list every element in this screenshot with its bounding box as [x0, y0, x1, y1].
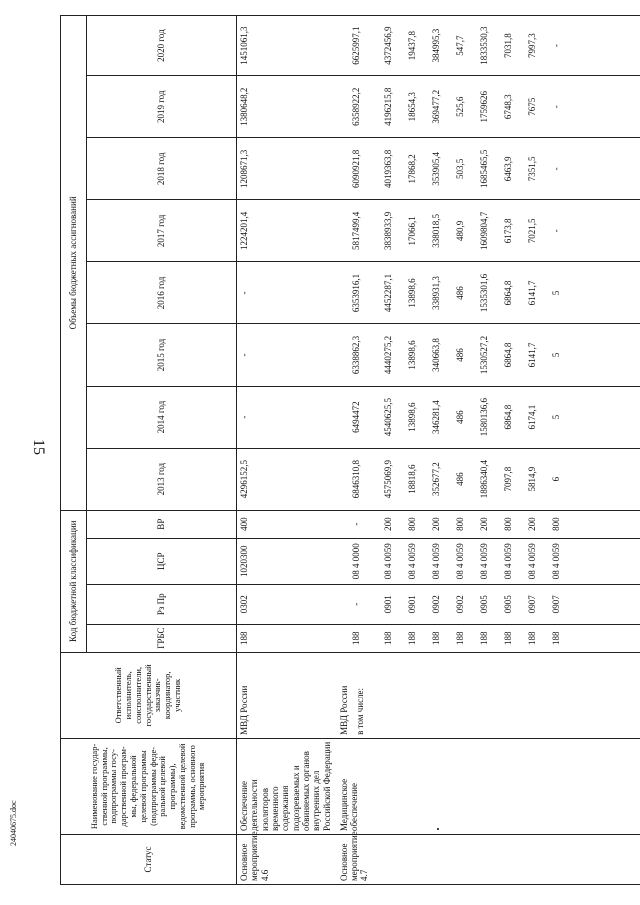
header-year: 2013 год	[87, 448, 237, 510]
empty-cell	[569, 448, 640, 510]
cell-value: 480,9	[449, 200, 473, 262]
cell-value: 6846310,8	[337, 448, 377, 510]
cell-rzpr: 0905	[473, 584, 497, 624]
header-vr: ВР	[87, 510, 237, 538]
cell-value: 525,6	[449, 76, 473, 138]
row-responsible: МВД России	[237, 652, 337, 738]
header-year: 2017 год	[87, 200, 237, 262]
cell-value: -	[237, 386, 337, 448]
cell-value: 18654,3	[401, 76, 425, 138]
cell-rzpr: 0907	[545, 584, 569, 624]
header-budget-volumes: Объемы бюджетных ассигнований	[61, 16, 87, 511]
cell-value: 3838933,9	[377, 200, 401, 262]
cell-grbs: 188	[237, 624, 337, 652]
cell-vr: 200	[425, 510, 449, 538]
cell-value: 19437,8	[401, 16, 425, 76]
cell-value: 6141,7	[521, 324, 545, 386]
cell-grbs: 188	[401, 624, 425, 652]
cell-value: 4196215,8	[377, 76, 401, 138]
cell-grbs: 188	[377, 624, 401, 652]
header-responsible: Ответственный исполнитель, соисполнители, государственный заказчик-координатор, участник	[61, 652, 237, 738]
header-grbs: ГРБС	[87, 624, 237, 652]
cell-value: 547,7	[449, 16, 473, 76]
cell-value: 6090921,8	[337, 138, 377, 200]
cell-value: 353905,4	[425, 138, 449, 200]
cell-csr: 08 4 0000	[337, 538, 377, 584]
cell-csr: 08 4 0059	[473, 538, 497, 584]
cell-value: 7021,5	[521, 200, 545, 262]
empty-cell	[569, 834, 640, 884]
cell-value: 6748,3	[497, 76, 521, 138]
cell-value: 338931,3	[425, 262, 449, 324]
empty-cell	[569, 584, 640, 624]
empty-cell	[569, 200, 640, 262]
cell-value: 6864,8	[497, 386, 521, 448]
empty-cell	[569, 624, 640, 652]
header-year: 2014 год	[87, 386, 237, 448]
cell-value: 6864,8	[497, 262, 521, 324]
table-row	[337, 16, 377, 885]
table-row	[237, 16, 337, 885]
header-year: 2015 год	[87, 324, 237, 386]
cell-rzpr: 0902	[449, 584, 473, 624]
cell-csr: 08 4 0059	[545, 538, 569, 584]
header-year: 2019 год	[87, 76, 237, 138]
header-budget-code: Код бюджетной классификации	[61, 510, 87, 652]
cell-value: 486	[449, 386, 473, 448]
row-name: Обеспечение деятельности изоляторов временного содержания подозреваемых и обвиняемых органов внутренних дел Российской Федерации	[237, 738, 337, 834]
empty-cell	[569, 324, 640, 386]
cell-value: 18818,6	[401, 448, 425, 510]
cell-value: 1451061,3	[237, 16, 337, 76]
header-year: 2016 год	[87, 262, 237, 324]
cell-value: 13898,6	[401, 262, 425, 324]
cell-value: -	[237, 262, 337, 324]
cell-value: 5814,9	[521, 448, 545, 510]
row-name: Медицинское обеспечение	[337, 738, 569, 834]
row-responsible-name: МВД России	[338, 685, 349, 735]
cell-value: 6494472	[337, 386, 377, 448]
header-year: 2018 год	[87, 138, 237, 200]
cell-value: 1886340,4	[473, 448, 497, 510]
cell-value: 7351,5	[521, 138, 545, 200]
cell-rzpr: 0905	[497, 584, 521, 624]
cell-value: 6	[545, 448, 569, 510]
cell-grbs: 188	[545, 624, 569, 652]
header-year: 2020 год	[87, 16, 237, 76]
empty-cell	[569, 386, 640, 448]
cell-rzpr: 0302	[237, 584, 337, 624]
cell-value: 503,5	[449, 138, 473, 200]
cell-csr: 08 4 0059	[521, 538, 545, 584]
cell-grbs: 188	[473, 624, 497, 652]
cell-value: 1380648,2	[237, 76, 337, 138]
cell-value: 6173,8	[497, 200, 521, 262]
cell-value: 4296152,5	[237, 448, 337, 510]
cell-csr: 08 4 0059	[449, 538, 473, 584]
cell-value: 1535301,6	[473, 262, 497, 324]
table-filler-row	[569, 16, 640, 885]
cell-value: -	[545, 138, 569, 200]
cell-csr: 08 4 0059	[497, 538, 521, 584]
row-responsible-sub: в том числе:	[354, 687, 365, 735]
cell-value: 5817499,4	[337, 200, 377, 262]
cell-value: 352677,2	[425, 448, 449, 510]
page-number: 15	[30, 439, 47, 455]
cell-vr: 800	[497, 510, 521, 538]
cell-vr: 400	[237, 510, 337, 538]
cell-value: 486	[449, 448, 473, 510]
cell-csr: 08 4 0059	[401, 538, 425, 584]
cell-value: 338018,5	[425, 200, 449, 262]
cell-value: 5	[545, 324, 569, 386]
header-status: Статус	[61, 834, 237, 884]
row-responsible	[337, 652, 569, 738]
cell-value: 4575069,9	[377, 448, 401, 510]
cell-value: 1224201,4	[237, 200, 337, 262]
cell-value: 340663,8	[425, 324, 449, 386]
empty-cell	[569, 76, 640, 138]
cell-grbs: 188	[425, 624, 449, 652]
cell-value: 1208671,3	[237, 138, 337, 200]
cell-value: 13898,6	[401, 324, 425, 386]
empty-cell	[569, 538, 640, 584]
header-csr: ЦСР	[87, 538, 237, 584]
cell-value: 4440275,2	[377, 324, 401, 386]
cell-vr: 200	[521, 510, 545, 538]
cell-value: 486	[449, 262, 473, 324]
budget-allocation-table	[60, 15, 640, 885]
cell-value: 13898,6	[401, 386, 425, 448]
cell-value: 6358922,2	[337, 76, 377, 138]
cell-value: 1685465,5	[473, 138, 497, 200]
cell-value: 5	[545, 262, 569, 324]
cell-vr: 800	[401, 510, 425, 538]
cell-value: 7097,8	[497, 448, 521, 510]
budget-table-rotated	[60, 15, 640, 885]
cell-value: 6141,7	[521, 262, 545, 324]
cell-csr: 1020300	[237, 538, 337, 584]
cell-rzpr: 0907	[521, 584, 545, 624]
cell-value: 346281,4	[425, 386, 449, 448]
cell-value: 6463,9	[497, 138, 521, 200]
cell-csr: 08 4 0059	[425, 538, 449, 584]
cell-value: 17868,2	[401, 138, 425, 200]
cell-value: 1759626	[473, 76, 497, 138]
cell-value: 4452287,1	[377, 262, 401, 324]
empty-cell	[569, 16, 640, 76]
cell-vr: 200	[473, 510, 497, 538]
cell-grbs: 188	[337, 624, 377, 652]
cell-value: 7031,8	[497, 16, 521, 76]
cell-vr: 200	[377, 510, 401, 538]
cell-value: 384995,3	[425, 16, 449, 76]
empty-cell	[569, 652, 640, 738]
cell-value: 486	[449, 324, 473, 386]
empty-cell	[569, 738, 640, 834]
cell-value: 4540625,5	[377, 386, 401, 448]
cell-value: 1530527,2	[473, 324, 497, 386]
cell-vr: -	[337, 510, 377, 538]
cell-grbs: 188	[449, 624, 473, 652]
cell-vr: 800	[545, 510, 569, 538]
cell-value: 1580136,6	[473, 386, 497, 448]
cell-rzpr: 0901	[401, 584, 425, 624]
cell-value: 1609804,7	[473, 200, 497, 262]
cell-value: 4019363,8	[377, 138, 401, 200]
cell-value: -	[545, 76, 569, 138]
cell-value: -	[545, 200, 569, 262]
cell-value: 6174,1	[521, 386, 545, 448]
empty-cell	[569, 510, 640, 538]
cell-value: 6864,8	[497, 324, 521, 386]
cell-value: 1833530,3	[473, 16, 497, 76]
cell-grbs: 188	[497, 624, 521, 652]
cell-vr: 800	[449, 510, 473, 538]
cell-value: 17066,1	[401, 200, 425, 262]
row-status: Основное мероприятие 4.6	[237, 834, 337, 884]
cell-value: 7997,3	[521, 16, 545, 76]
cell-value: 6625997,1	[337, 16, 377, 76]
cell-grbs: 188	[521, 624, 545, 652]
footer-doc-filename: 24040675.doc	[9, 800, 18, 846]
cell-value: 6353916,1	[337, 262, 377, 324]
cell-value: -	[237, 324, 337, 386]
cell-rzpr: 0901	[377, 584, 401, 624]
header-name: Наименование государ-ственной программы, подпрограммы госу-дарственной програм-мы, федеральной целевой программы (подпрограммы феде-ральной целевой программы), ведомственной целевой программы, основного мероприятия	[61, 738, 237, 834]
cell-value: 7675	[521, 76, 545, 138]
cell-value: 5	[545, 386, 569, 448]
cell-rzpr: -	[337, 584, 377, 624]
cell-rzpr: 0902	[425, 584, 449, 624]
empty-cell	[569, 138, 640, 200]
cell-csr: 08 4 0059	[377, 538, 401, 584]
cell-value: 369477,2	[425, 76, 449, 138]
cell-value: 4372456,9	[377, 16, 401, 76]
header-rzpr: Рз Пр	[87, 584, 237, 624]
empty-cell	[569, 262, 640, 324]
cell-value: -	[545, 16, 569, 76]
row-status: Основное мероприятие 4.7	[337, 834, 569, 884]
cell-value: 6338862,3	[337, 324, 377, 386]
